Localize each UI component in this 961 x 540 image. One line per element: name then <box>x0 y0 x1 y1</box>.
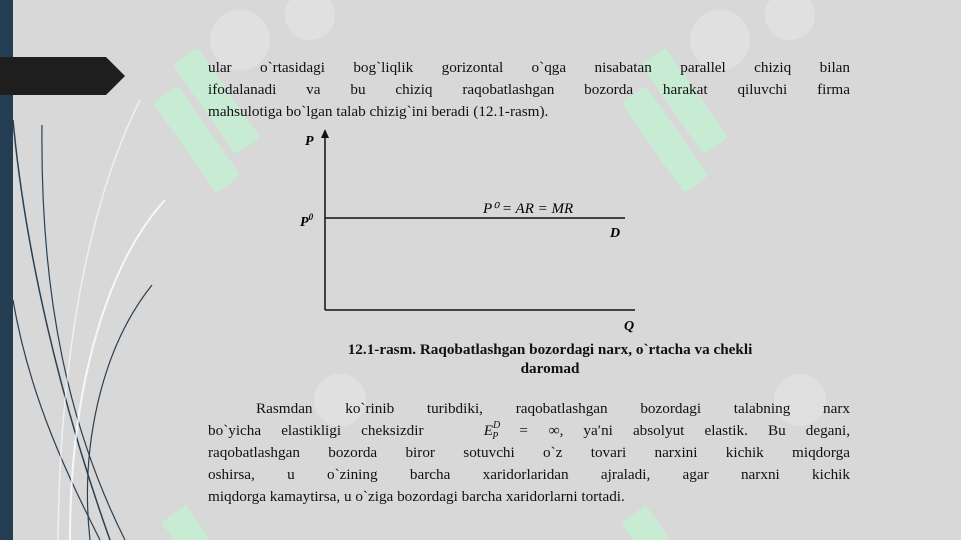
demand-figure <box>290 125 650 335</box>
paragraph-2-line: oshirsa, u o`zining barcha xaridorlaridan ajraladi, agar narxni kichik <box>208 466 850 483</box>
paragraph-2-line: raqobatlashgan bozorda biror sotuvchi o`z tovari narxini kichik miqdorga <box>208 444 850 461</box>
paragraph-2-line: Rasmdan ko`rinib turibdiki, raqobatlashgan bozordagi talabning narx <box>256 400 850 417</box>
y-axis-arrowhead <box>321 129 329 138</box>
equation-label: P⁰ = AR = MR <box>483 201 574 217</box>
arrow-marker <box>0 57 125 95</box>
elasticity-formula: $E^D_P$ = ∞ <box>483 420 560 442</box>
paragraph-2-line: bo`yicha elastikligi cheksizdir $E^D_P$ = ∞, ya′ni absolyut elastik. Bu degani, <box>208 420 851 442</box>
caption-line: daromad <box>520 360 580 377</box>
x-axis-label: Q <box>624 319 635 334</box>
paragraph-2 <box>208 398 850 508</box>
price-level-label: $P^0$ <box>300 212 314 230</box>
paragraph-1-line: mahsulotiga bo`lgan talab chizig`ini beradi (12.1-rasm). <box>208 103 549 120</box>
paragraph-1 <box>208 57 850 123</box>
paragraph-1-line: ifodalanadi va bu chiziq raqobatlashgan bozorda harakat qiluvchi firma <box>208 81 850 98</box>
y-axis-label: P <box>305 134 314 149</box>
demand-label: D <box>610 226 621 241</box>
figure-caption <box>200 340 900 378</box>
paragraph-2-line: miqdorga kamaytirsa, u o`ziga bozordagi barcha xaridorlarni tortadi. <box>208 488 625 505</box>
caption-line: 12.1-rasm. Raqobatlashgan bozordagi narx, o`rtacha va chekli <box>347 341 753 358</box>
paragraph-1-line: ular o`rtasidagi bog`liqlik gorizontal o`qga nisabatan parallel chiziq bilan <box>208 59 850 76</box>
